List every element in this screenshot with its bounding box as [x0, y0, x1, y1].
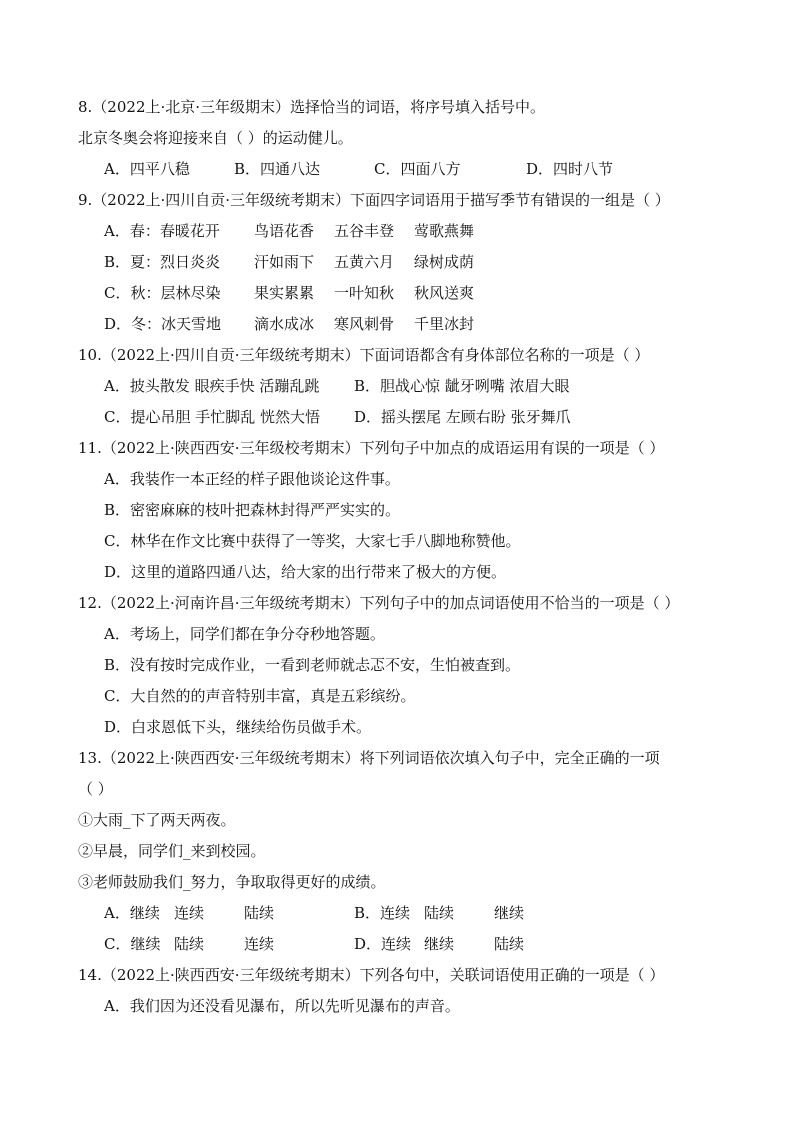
- word: A．春：春暖花开: [104, 222, 220, 240]
- word: 陆续: [174, 935, 205, 953]
- sentence-2: ②早晨，同学们_来到校园。: [78, 842, 266, 860]
- question-10-options-row-2: [78, 402, 734, 433]
- option-a: A．考场上，同学们都在争分夺秒地答题。: [104, 625, 385, 643]
- question-13: [78, 743, 734, 960]
- option-b: B．四通八达: [234, 160, 321, 178]
- question-9-option-c: [78, 278, 734, 309]
- sentence-1: ①大雨_下了两天两夜。: [78, 811, 236, 829]
- option-c: C．大自然的的声音特别丰富，真是五彩缤纷。: [104, 687, 416, 705]
- word: 陆续: [424, 904, 455, 922]
- question-13-options-row-1: [78, 898, 734, 929]
- word: B．夏：烈日炎炎: [104, 253, 221, 271]
- word: D．连续: [354, 935, 412, 953]
- answer-bracket: （ ）: [78, 780, 113, 798]
- word: 继续: [494, 904, 525, 922]
- question-8-sentence: 北京冬奥会将迎接来自（ ）的运动健儿。: [78, 129, 353, 147]
- question-12: [78, 588, 734, 743]
- question-12-stem: 12.（2022上·河南许昌·三年级统考期末）下列句子中的加点词语使用不恰当的一项是（ ）: [78, 594, 680, 612]
- word: B．连续: [354, 904, 411, 922]
- question-14-stem: 14.（2022上·陕西西安·三年级统考期末）下列各句中，关联词语使用正确的一项是（ ）: [78, 966, 665, 984]
- question-8-stem: 8.（2022上·北京·三年级期末）选择恰当的词语，将序号填入括号中。: [78, 98, 546, 116]
- word: 滴水成冰: [254, 315, 315, 333]
- word: 连续: [244, 935, 275, 953]
- question-9-stem: 9.（2022上·四川自贡·三年级统考期末）下面四字词语用于描写季节有错误的一组是（ ）: [78, 191, 670, 209]
- word: C．继续: [104, 935, 161, 953]
- option-c: [104, 929, 354, 960]
- word: 汗如雨下: [254, 253, 315, 271]
- question-8: [78, 92, 734, 185]
- word: 陆续: [494, 935, 525, 953]
- question-10: [78, 340, 734, 433]
- question-11: [78, 433, 734, 588]
- word: 连续: [174, 904, 205, 922]
- option-d: D．这里的道路四通八达，给大家的出行带来了极大的方便。: [104, 563, 507, 581]
- option-a: A．四平八稳: [104, 160, 190, 178]
- option-c: C．林华在作文比赛中获得了一等奖，大家七手八脚地称赞他。: [104, 532, 521, 550]
- word: 继续: [424, 935, 455, 953]
- option-c: C．提心吊胆 手忙脚乱 恍然大悟: [104, 408, 321, 426]
- word: 千里冰封: [414, 315, 475, 333]
- option-b: B．没有按时完成作业，一看到老师就忐忑不安，生怕被查到。: [104, 656, 521, 674]
- word: C．秋：层林尽染: [104, 284, 221, 302]
- word: 五谷丰登: [334, 222, 395, 240]
- word: 莺歌燕舞: [414, 222, 475, 240]
- word: 绿树成荫: [414, 253, 475, 271]
- option-d: D．摇头摆尾 左顾右盼 张牙舞爪: [354, 408, 571, 426]
- option-a: A．我装作一本正经的样子跟他谈论这件事。: [104, 470, 400, 488]
- option-b: B．胆战心惊 龇牙咧嘴 浓眉大眼: [354, 377, 570, 395]
- word: A．继续: [104, 904, 160, 922]
- sentence-3: ③老师鼓励我们_努力，争取取得更好的成绩。: [78, 873, 386, 891]
- question-9-option-a: [78, 216, 734, 247]
- option-c: C．四面八方: [374, 160, 461, 178]
- option-d: [354, 929, 614, 960]
- option-a: A．我们因为还没看见瀑布，所以先听见瀑布的声音。: [104, 997, 460, 1015]
- word: 果实累累: [254, 284, 315, 302]
- question-9-option-b: [78, 247, 734, 278]
- word: D．冬：冰天雪地: [104, 315, 222, 333]
- word: 五黄六月: [334, 253, 395, 271]
- option-b: B．密密麻麻的枝叶把森林封得严严实实的。: [104, 501, 401, 519]
- question-9: [78, 185, 734, 340]
- question-10-options-row-1: [78, 371, 734, 402]
- word: 一叶知秋: [334, 284, 395, 302]
- option-d: D．白求恩低下头，继续给伤员做手术。: [104, 718, 372, 736]
- option-b: [354, 898, 614, 929]
- word: 陆续: [244, 904, 275, 922]
- question-13-options-row-2: [78, 929, 734, 960]
- question-9-option-d: [78, 309, 734, 340]
- question-14: [78, 960, 734, 1022]
- option-a: [104, 898, 354, 929]
- word: 鸟语花香: [254, 222, 315, 240]
- question-10-stem: 10.（2022上·四川自贡·三年级统考期末）下面词语都含有身体部位名称的一项是（ ）: [78, 346, 650, 364]
- option-d: D．四时八节: [526, 160, 614, 178]
- option-a: A．披头散发 眼疾手快 活蹦乱跳: [104, 377, 320, 395]
- question-8-options: [78, 154, 734, 185]
- question-13-stem: 13.（2022上·陕西西安·三年级统考期末）将下列词语依次填入句子中，完全正确的一项: [78, 749, 660, 767]
- question-11-stem: 11.（2022上·陕西西安·三年级校考期末）下列句子中加点的成语运用有误的一项是（ ）: [78, 439, 665, 457]
- word: 寒风刺骨: [334, 315, 395, 333]
- word: 秋风送爽: [414, 284, 475, 302]
